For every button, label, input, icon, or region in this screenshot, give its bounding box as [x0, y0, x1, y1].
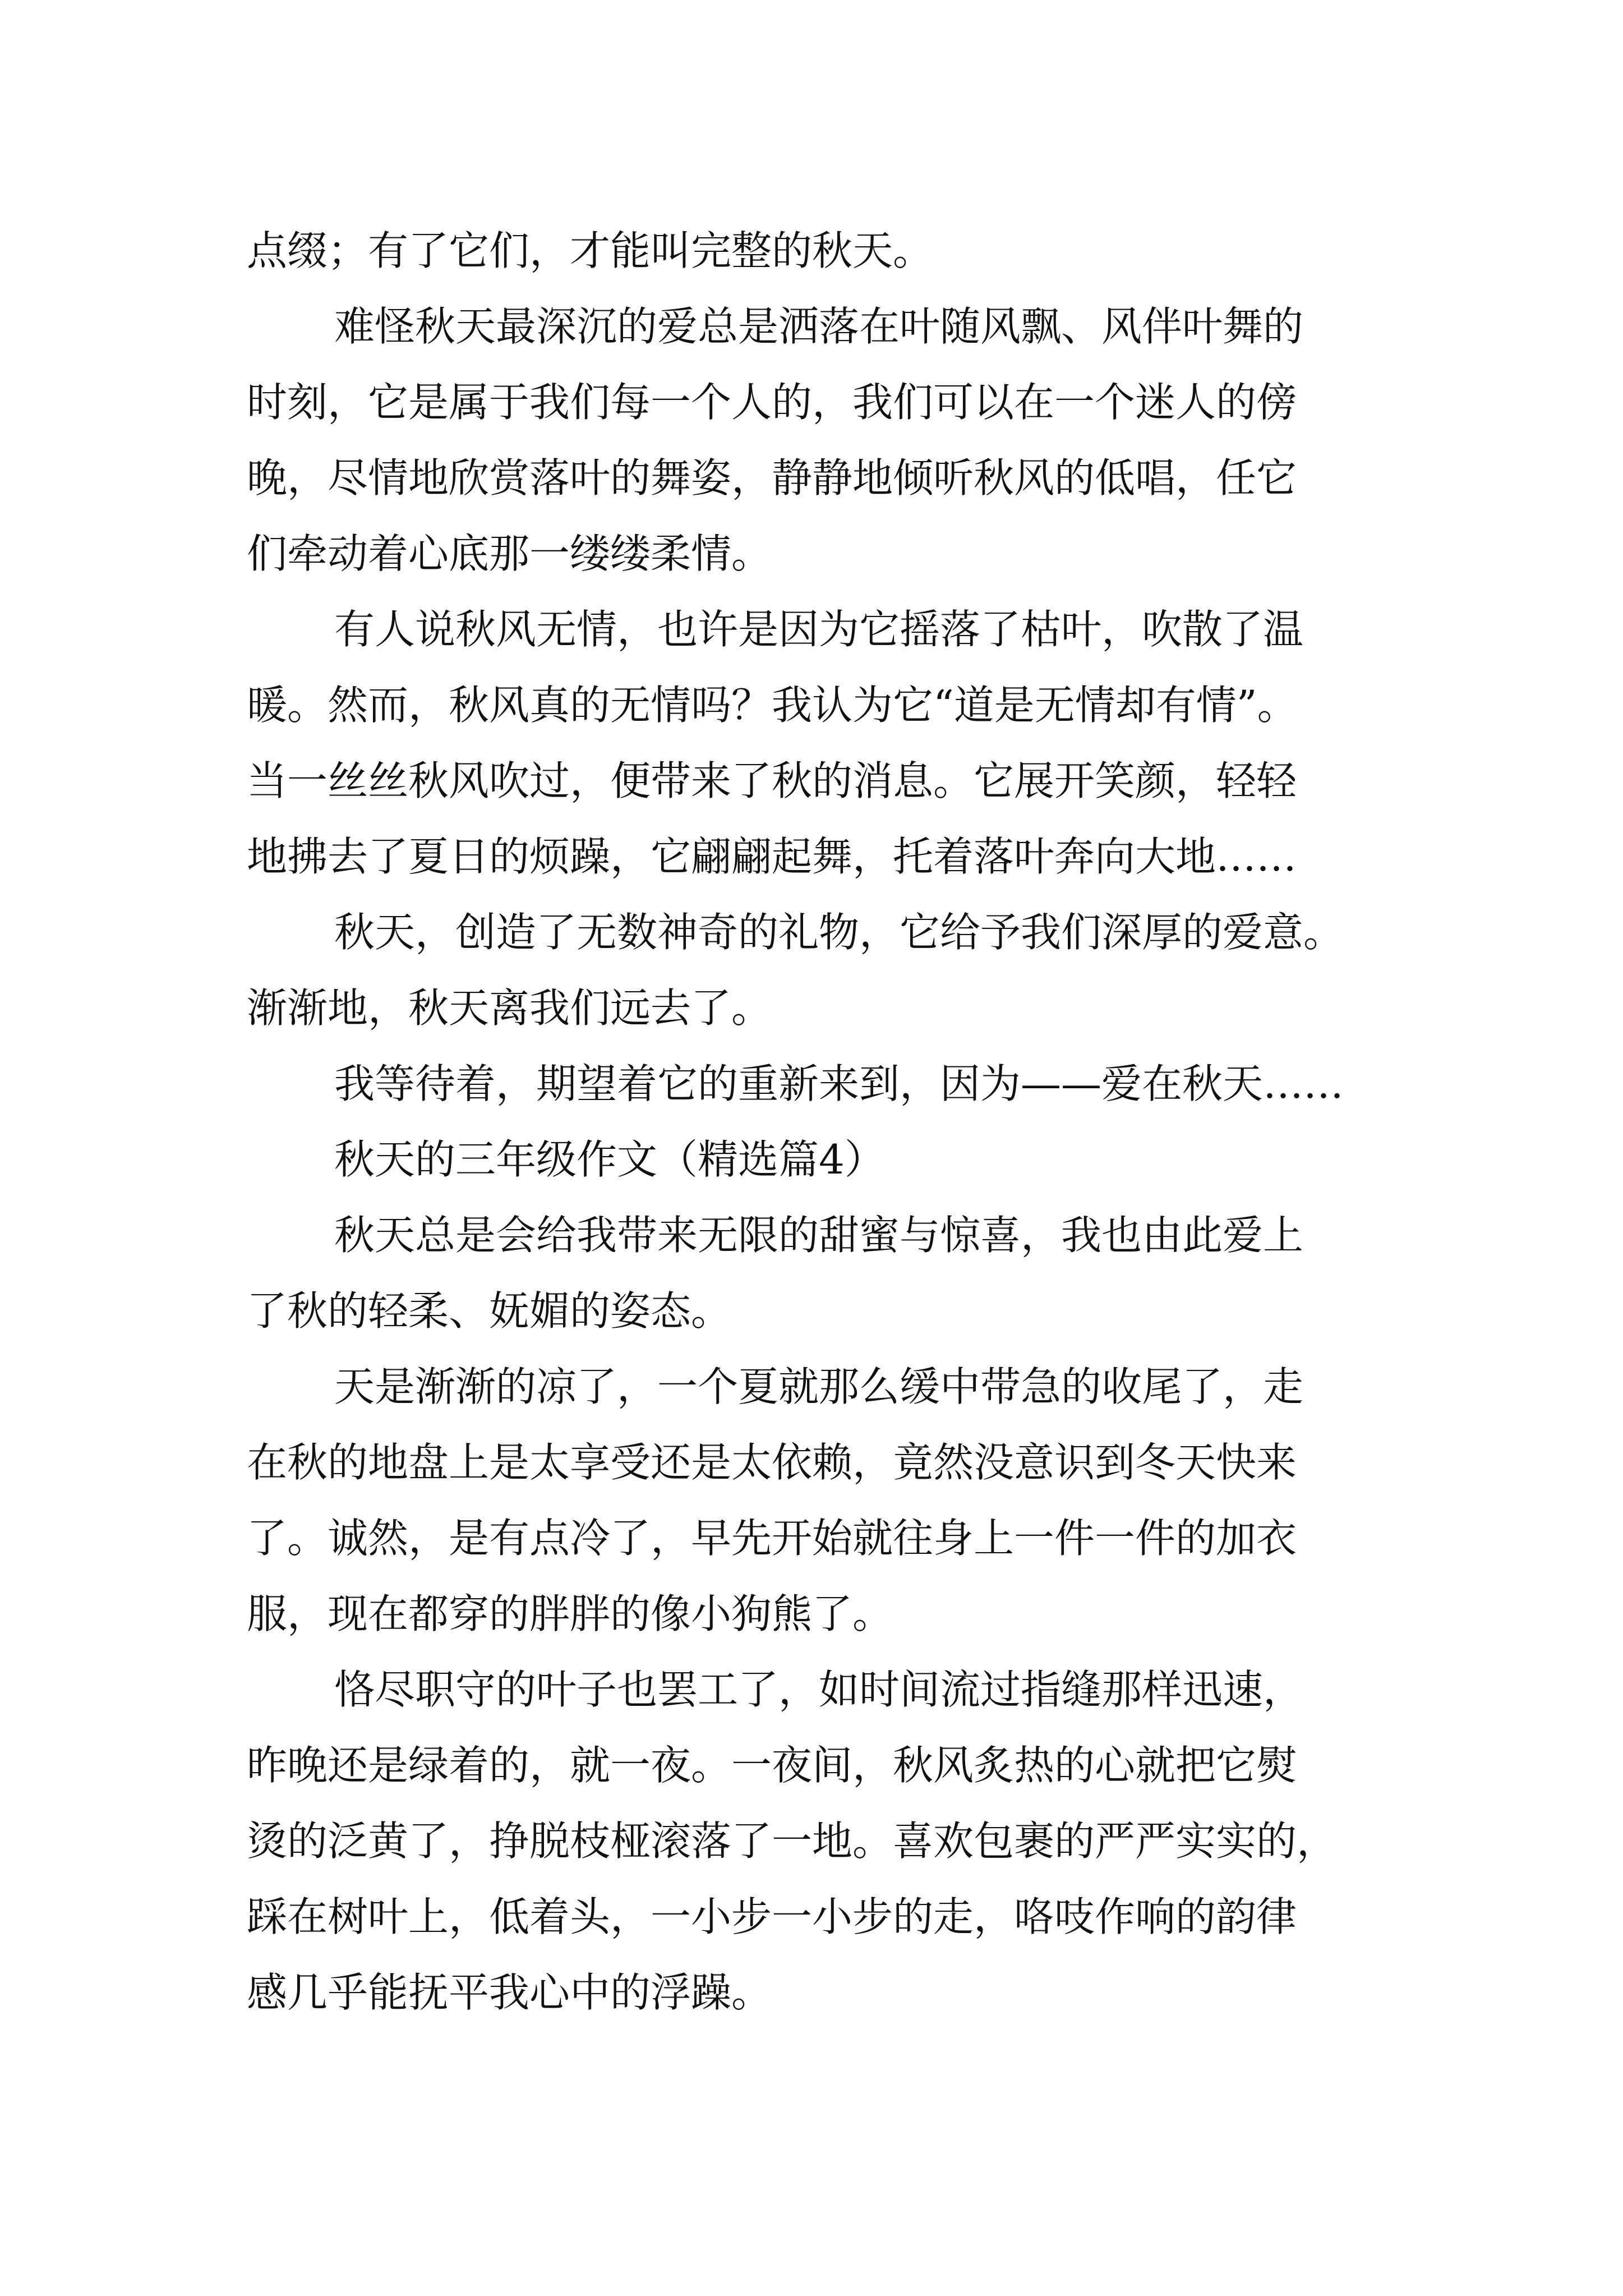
- paragraph-line: 有人说秋风无情，也许是因为它摇落了枯叶，吹散了温: [334, 606, 1304, 653]
- paragraph-line: 渐渐地，秋天离我们远去了。: [247, 984, 772, 1032]
- paragraph-line: 秋天总是会给我带来无限的甜蜜与惊喜，我也由此爱上: [334, 1212, 1304, 1259]
- paragraph-line: 时刻，它是属于我们每一个人的，我们可以在一个迷人的傍: [247, 379, 1297, 426]
- section-heading: 秋天的三年级作文（精选篇4）: [334, 1136, 885, 1183]
- paragraph-line: 地拂去了夏日的烦躁，它翩翩起舞，托着落叶奔向大地……: [247, 833, 1297, 880]
- paragraph-line: 暖。然而，秋风真的无情吗？我认为它“道是无情却有情”。: [247, 682, 1298, 729]
- paragraph-line: 烫的泛黄了，挣脱枝桠滚落了一地。喜欢包裹的严严实实的，: [247, 1818, 1338, 1865]
- paragraph-line: 难怪秋天最深沉的爱总是洒落在叶随风飘、风伴叶舞的: [334, 303, 1304, 350]
- paragraph-line: 晚，尽情地欣赏落叶的舞姿，静静地倾听秋风的低唱，任它: [247, 454, 1297, 501]
- paragraph-line: 们牵动着心底那一缕缕柔情。: [247, 530, 772, 577]
- paragraph-line: 天是渐渐的凉了，一个夏就那么缓中带急的收尾了，走: [334, 1363, 1304, 1410]
- paragraph-line: 感几乎能抚平我心中的浮躁。: [247, 1969, 772, 2016]
- paragraph-line: 在秋的地盘上是太享受还是太依赖，竟然没意识到冬天快来: [247, 1439, 1297, 1486]
- paragraph-line: 秋天，创造了无数神奇的礼物，它给予我们深厚的爱意。: [334, 909, 1344, 956]
- paragraph-line: 踩在树叶上，低着头，一小步一小步的走，咯吱作响的韵律: [247, 1893, 1297, 1940]
- paragraph-line: 恪尽职守的叶子也罢工了，如时间流过指缝那样迅速，: [334, 1666, 1304, 1713]
- paragraph-line: 了秋的轻柔、妩媚的姿态。: [247, 1287, 732, 1335]
- paragraph-line: 点缀；有了它们，才能叫完整的秋天。: [247, 227, 934, 274]
- paragraph-line: 昨晚还是绿着的，就一夜。一夜间，秋风炙热的心就把它熨: [247, 1742, 1297, 1789]
- paragraph-line: 服，现在都穿的胖胖的像小狗熊了。: [247, 1590, 893, 1637]
- paragraph-line: 当一丝丝秋风吹过，便带来了秋的消息。它展开笑颜，轻轻: [247, 757, 1297, 804]
- document-body: [247, 213, 1380, 2031]
- paragraph-line: 我等待着，期望着它的重新来到，因为——爱在秋天……: [334, 1060, 1344, 1107]
- paragraph-line: 了。诚然，是有点冷了，早先开始就往身上一件一件的加衣: [247, 1515, 1297, 1562]
